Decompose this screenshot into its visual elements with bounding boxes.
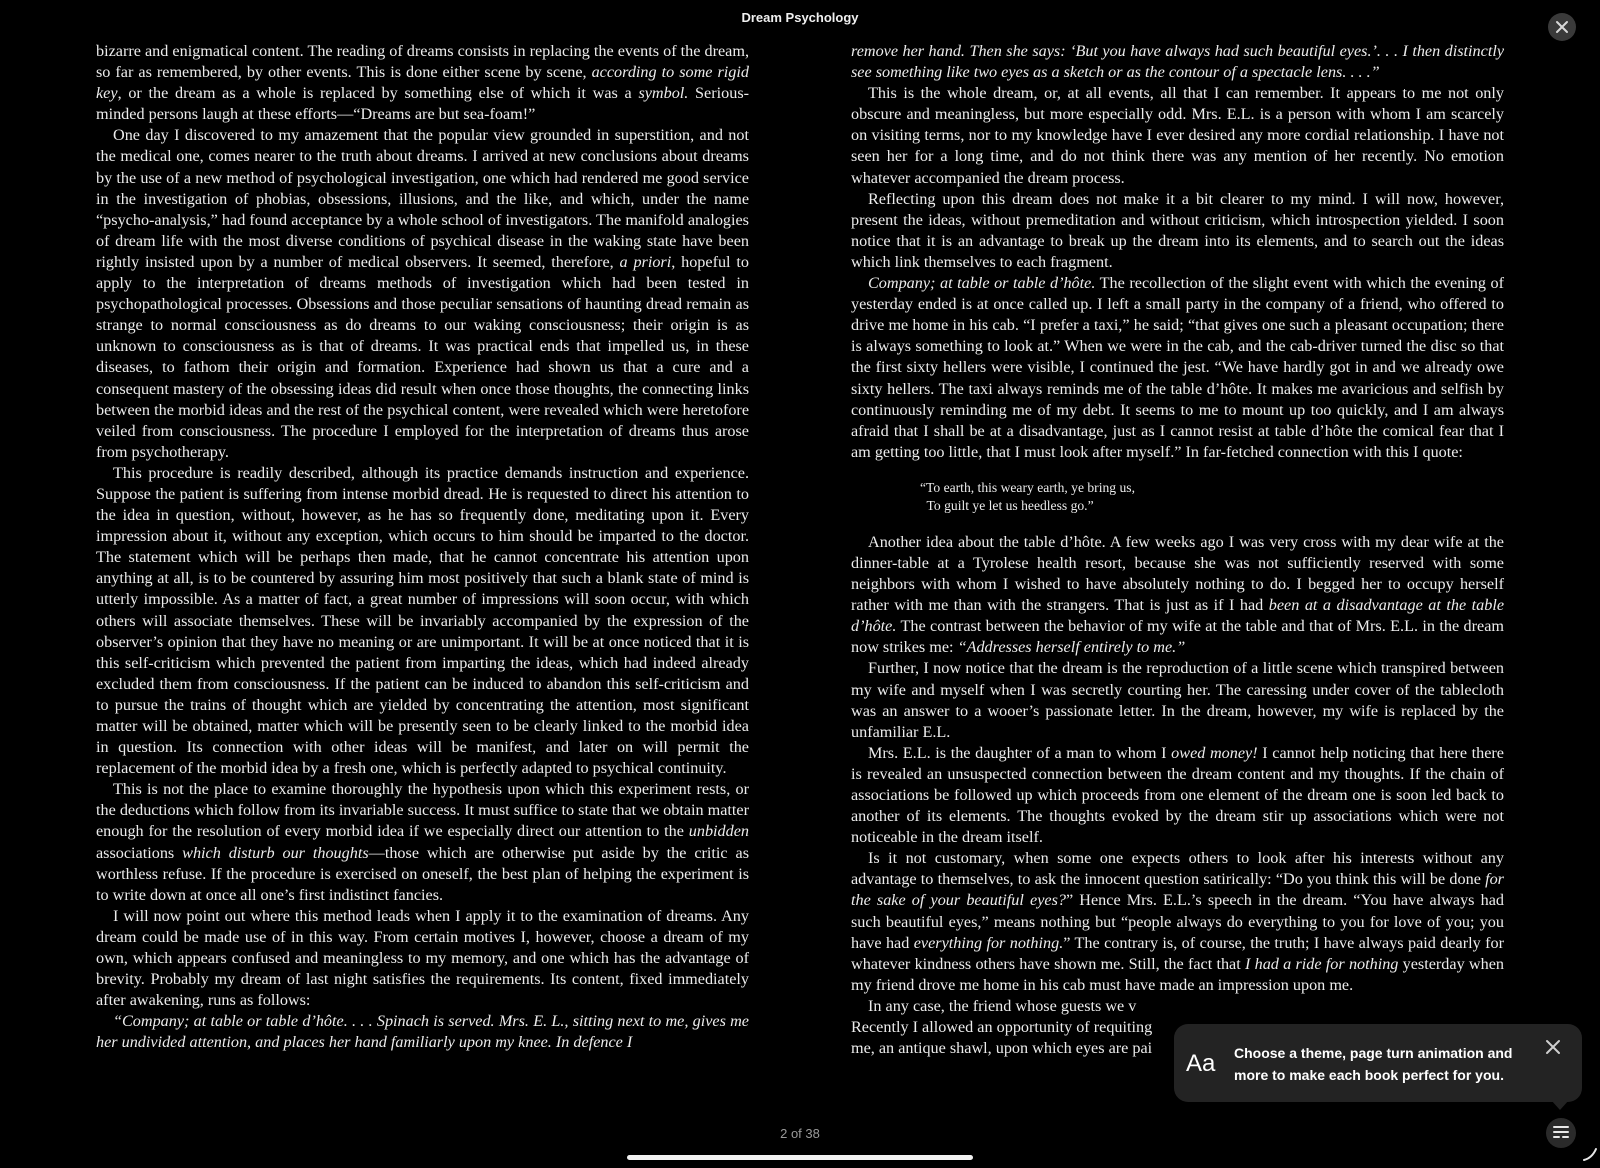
aa-icon: Aa	[1186, 1050, 1216, 1077]
close-icon	[1555, 20, 1569, 34]
paragraph: bizarre and enigmatical content. The reading of dreams consists in replacing the events of the dream, so far as remembered, by other events. This is done either scene by scene, according to some rigid key, or the dream as a whole is replaced by something else of which it was a symbol. Serious-minded persons laugh at these efforts—“Dreams are but sea-foam!”	[96, 42, 750, 124]
paragraph: Another idea about the table d’hôte. A few weeks ago I was very cross with my dear wife at the dinner-table at a Tyrolese health resort, because she was not sufficiently reserved with some neighbors with whom I wished to have absolutely nothing to do. I begged her to occupy herself rather with me than with the strangers. That is just as if I had been at a disadvantage at the table d’hôte. The contrast between the behavior of my wife at the table and that of Mrs. E.L. in the dream now strikes me: “Addresses herself entirely to me.”	[851, 532, 1505, 657]
paragraph: I will now point out where this method leads when I apply it to the examination of dreams. Any dream could be made use of in this way. From certain motives I, however, choose a dream of my own, which appears confused and meaningless to my memory, and one which has the advantage of brevity. Probably my dream of last night satisfies the requirements. Its content, fixed immediately after awakening, runs as follows:	[96, 906, 749, 1010]
paragraph: This is not the place to examine thoroughly the hypothesis upon which this experiment rests, or the deductions which follow from its invariable success. It must suffice to state that we obtain matter enough for the resolution of every morbid idea if we especially direct our attention to the unbidden associations which disturb our thoughts—those which are otherwise put aside by the critic as worthless refuse. If the procedure is exercised on oneself, the best plan of helping the experiment is to write down at once all one’s first indistinct fancies.	[96, 780, 749, 904]
close-icon	[1544, 1038, 1562, 1056]
paragraph: Company; at table or table d’hôte. The recollection of the slight event with which the evening of yesterday ended is at once called up. I left a small party in the company of a friend, who offered to drive me home in his cab. “I prefer a taxi,” he said; “that gives one such a pleasant occupation; there is always something to look at.” When we were in the cab, and the cab-driver turned the disc so that the first sixty hellers were visible, I continued the jest. “We have hardly got in and we already owe sixty hellers. The taxi always reminds me of the table d’hôte. It makes me avaricious and selfish by continuously reminding me of my debt. It seems to me to mount up too quickly, and I am always afraid that I shall be at a disadvantage, just as I cannot resist at table d’hôte the comical fear that I am getting too little, that I must look after myself.” In far-fetched connection with this I quote:	[851, 274, 1504, 461]
paragraph-partial: In any case, the friend whose guests we v Recently I allowed an opportunity of requiting me, an antique shawl, upon which eyes are pai	[851, 996, 1153, 1058]
paragraph: Mrs. E.L. is the daughter of a man to whom I owed money! I cannot help noticing that here there is revealed an unsuspected connection between the dream content and my thoughts. If the chain of associations be followed up which proceeds from one element of the dream one is soon led back to another of its elements. The thoughts evoked by the dream stir up associations which were not noticeable in the dream itself.	[851, 743, 1504, 847]
theme-tip-popover[interactable]	[1174, 1024, 1582, 1102]
paragraph: One day I discovered to my amazement that the popular view grounded in superstition, and not the medical one, comes nearer to the truth about dreams. I arrived at new conclusions about dreams by the use of a new method of psychological investigation, one which had rendered me good service in the investigation of phobias, obsessions, illusions, and the like, and which, under the name “psycho-analysis,” had found acceptance by a whole school of investigators. The manifold analogies of dream life with the most diverse conditions of psychical disease in the waking state have been rightly insisted upon by a number of medical observers. It seemed, therefore, a priori, hopeful to apply to the interpretation of dreams methods of investigation which had been tested in psychopathological processes. Obsessions and those peculiar sensations of haunting dread remain as strange to normal consciousness as do dreams to our waking consciousness; their origin is as unknown to consciousness as is that of dreams. It was practical ends that impelled us, in these diseases, to fathom their origin and formation. Experience had shown us that a cure and a consequent mastery of the obsessing ideas did result when once those thoughts, the connecting links between the morbid ideas and the rest of the psychical content, were revealed which were heretofore veiled from consciousness. The procedure I employed for the interpretation of dreams thus arose from psychotherapy.	[96, 126, 749, 461]
left-page-text	[96, 41, 749, 1054]
close-reader-button[interactable]	[1548, 13, 1576, 41]
dream-quote: “Company; at table or table d’hôte. . . . Spinach is served. Mrs. E. L., sitting next to me, gives me her undivided attention, and places her hand familiarly upon my knee. In defence I	[96, 1012, 749, 1052]
tip-text: Choose a theme, page turn animation and more to make each book perfect for you.	[1234, 1045, 1513, 1083]
tip-pointer	[1551, 1100, 1569, 1110]
book-title: Dream Psychology	[741, 10, 859, 25]
swipe-corner-icon[interactable]	[1582, 1146, 1598, 1162]
page-counter: 2 of 38	[780, 1126, 820, 1141]
paragraph: Reflecting upon this dream does not make it a bit clearer to my mind. I will now, however, present the ideas, without premeditation and without criticism, which introspection yielded. I soon notice that it is an advantage to break up the dream into its elements, and to search out the ideas which link themselves to each fragment.	[851, 189, 1504, 271]
paragraph: Is it not customary, when some one expects others to look after his interests without any advantage to themselves, to ask the innocent question satirically: “Do you think this will be done for the sake of your beautiful eyes?” Hence Mrs. E.L.’s speech in the dream. “You have always had such beautiful eyes,” means nothing but “people always do everything to you for love of you; you have had everything for nothing.” The contrary is, of course, the truth; I have always paid dearly for whatever kindness others have shown me. Still, the fact that I had a ride for nothing yesterday when my friend drove me home in his cab must have made an impression upon me.	[851, 849, 1504, 994]
paragraph: This procedure is readily described, although its practice demands instruction and experience. Suppose the patient is suffering from intense morbid dread. He is requested to direct his attention to the idea in question, without, however, as he has so frequently done, meditating upon it. Every impression about it, without any exception, which occurs to him should be imparted to the doctor. The statement which will be perhaps then made, that he cannot concentrate his attention upon anything at all, is to be countered by assuring him most positively that such a blank state of mind is utterly impossible. As a matter of fact, a great number of impressions will soon occur, with which others will associate themselves. These will be invariably accompanied by the expression of the observer’s opinion that they have no meaning or are unimportant. It will be at once noticed that it is this self-criticism which prevented the patient from imparting the ideas, which had indeed already excluded them from consciousness. If the patient can be induced to abandon this self-criticism and to pursue the trains of thought which are yielded by concentrating the attention, most significant matter will be obtained, matter which will be presently seen to be clearly linked to the morbid idea in question. Its connection with other ideas will be manifest, and later on will permit the replacement of the morbid idea by a fresh one, which is perfectly adapted to psychical continuity.	[96, 463, 749, 778]
home-indicator[interactable]	[627, 1155, 973, 1160]
dream-quote: remove her hand. Then she says: ‘But you have always had such beautiful eyes.’. . . I then distinctly see something like two eyes as a sketch or as the contour of a spectacle lens. . . .”	[851, 42, 1504, 82]
paragraph: This is the whole dream, or, at all events, all that I can remember. It appears to me not only obscure and meaningless, but more especially odd. Mrs. E.L. is a person with whom I am scarcely on visiting terms, nor to my knowledge have I ever desired any more cordial relationship. I have not seen her for a long time, and do not think there was any mention of her recently. No emotion whatever accompanied the dream process.	[851, 84, 1504, 187]
tip-close-button[interactable]	[1544, 1038, 1562, 1056]
verse-quote	[920, 479, 1504, 516]
verse-line: “To earth, this weary earth, ye bring us,	[920, 479, 1135, 495]
right-page-text	[851, 41, 1504, 1059]
paragraph: Further, I now notice that the dream is the reproduction of a little scene which transpired between my wife and myself when I was secretly courting her. The caressing under cover of the tablecloth was an answer to a wooer’s passionate letter. In the dream, however, my wife is replaced by the unfamiliar E.L.	[851, 659, 1504, 741]
verse-line: To guilt ye let us heedless go.”	[920, 498, 1094, 514]
